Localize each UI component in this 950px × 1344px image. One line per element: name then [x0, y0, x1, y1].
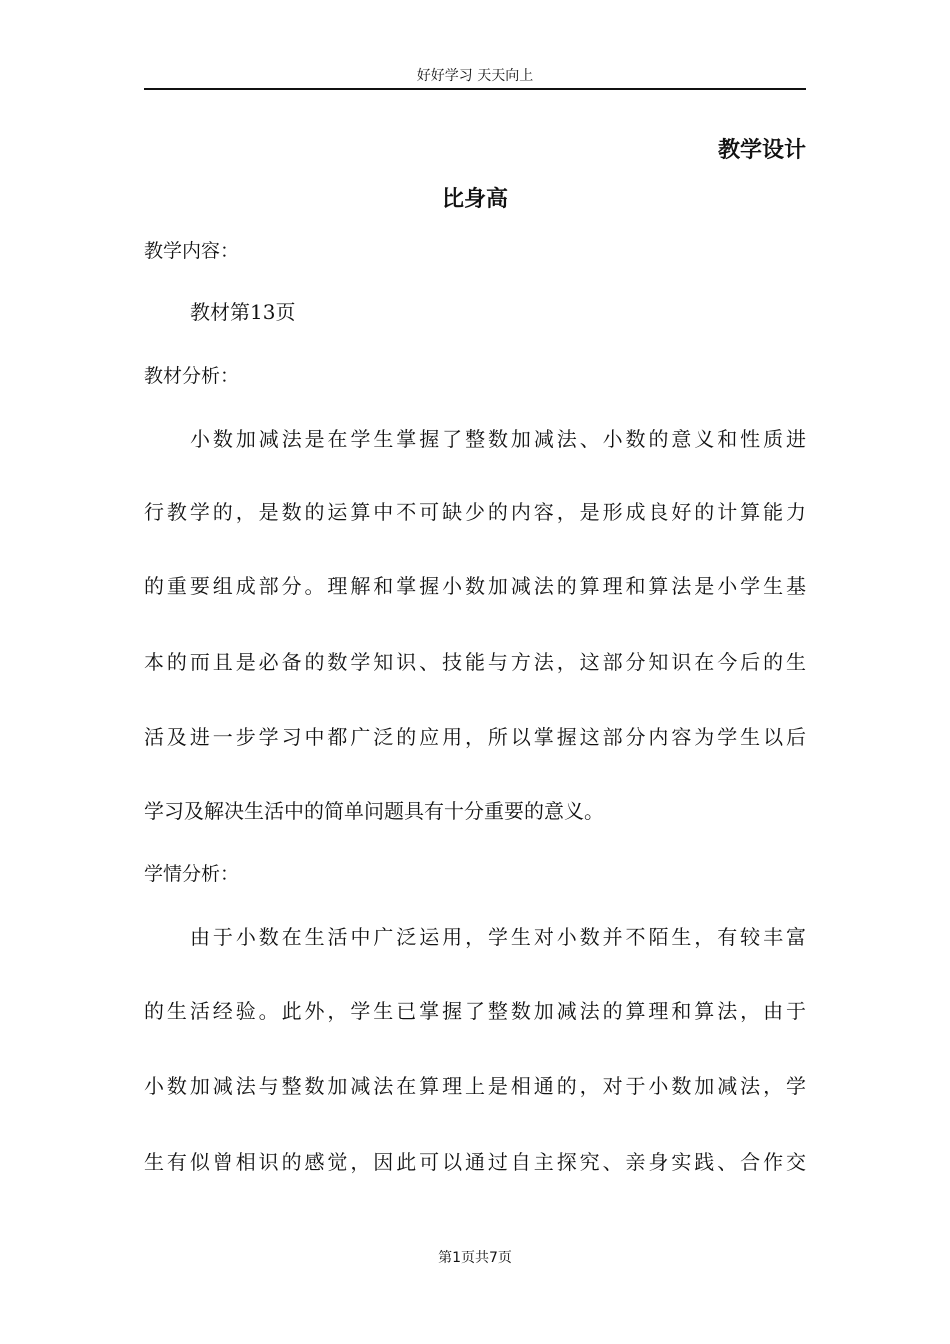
student-analysis-line: 的生活经验。此外，学生已掌握了整数加减法的算理和算法，由于 [144, 999, 806, 1023]
section-heading-content: 教学内容： [144, 240, 240, 262]
document-title: 比身高 [441, 187, 508, 212]
section-heading-material-analysis: 教材分析： [144, 365, 240, 387]
material-analysis-line: 行教学的，是数的运算中不可缺少的内容，是形成良好的计算能力 [144, 500, 806, 524]
material-analysis-line: 学习及解决生活中的简单问题具有十分重要的意义。 [144, 799, 604, 823]
page-header-text: 好好学习 天天向上 [416, 68, 534, 84]
page-footer-indicator: 第1页共7页 [438, 1250, 512, 1266]
material-analysis-line: 小数加减法是在学生掌握了整数加减法、小数的意义和性质进 [190, 427, 806, 451]
material-analysis-line: 的重要组成部分。理解和掌握小数加减法的算理和算法是小学生基 [144, 574, 806, 598]
student-analysis-line: 由于小数在生活中广泛运用，学生对小数并不陌生，有较丰富 [190, 925, 806, 949]
section-heading-student-analysis: 学情分析： [144, 863, 240, 885]
header-divider [144, 88, 806, 90]
material-analysis-line: 活及进一步学习中都广泛的应用，所以掌握这部分内容为学生以后 [144, 725, 806, 749]
student-analysis-line: 小数加减法与整数加减法在算理上是相通的，对于小数加减法，学 [144, 1074, 806, 1098]
material-analysis-line: 本的而且是必备的数学知识、技能与方法，这部分知识在今后的生 [144, 650, 806, 674]
content-line: 教材第13页 [190, 300, 296, 324]
document-type-label: 教学设计 [717, 138, 806, 163]
student-analysis-line: 生有似曾相识的感觉，因此可以通过自主探究、亲身实践、合作交 [144, 1150, 806, 1174]
